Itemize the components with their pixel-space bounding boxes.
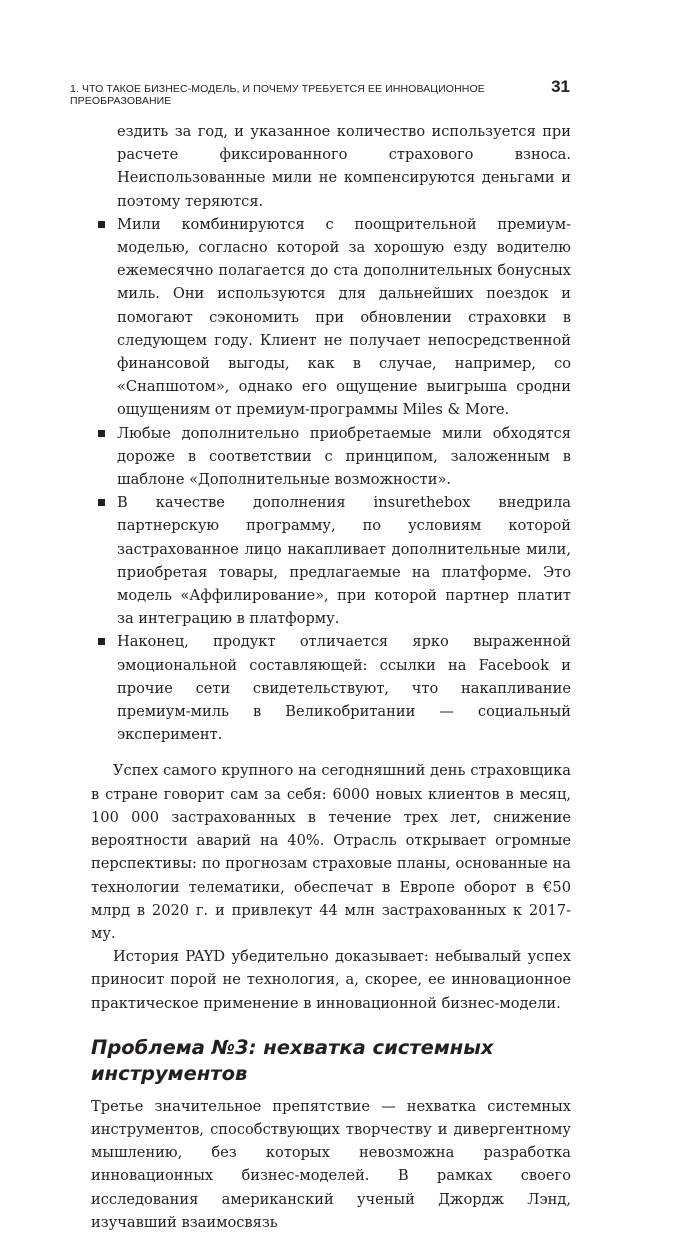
list-item [91,630,571,746]
paragraph: Успех самого крупного на сегодняшний день страховщика в стране говорит сам за себя: 6000 новых клиентов в месяц, 100 000 застрахованных в течение трех лет, снижение вероятности аварий на 40%. Отрасль открывает огромные перспективы: по прогнозам страховые планы, основанные на технологии телематики, обеспечат в Европе оборот в €50 млрд в 2020 г. и привлекут 44 млн застрахованных к 2017-му. [91,762,571,942]
square-bullet-icon [98,638,105,645]
list-item-text: Мили комбинируются с поощрительной премиум-моделью, согласно которой за хорошую езду водителю ежемесячно полагается до ста дополнительных бонусных миль. Они используются для дальнейших поездок и помогают сэкономить при обновлении страховки в следующем году. Клиент не получает непосредственной финансовой выгоды, как в случае, например, со «Снапшотом», однако его ощущение выигрыша сродни ощущениям от премиум-программы Miles & More. [117,215,571,419]
list-item-text: Любые дополнительно приобретаемые мили обходятся дороже в соответствии с принципом, заложенным в шаблоне «Дополнительные возможности». [117,424,571,489]
square-bullet-icon [98,499,105,506]
page-body [91,120,571,1234]
running-header [70,77,570,107]
section-heading: Проблема №3: нехватка системных инструментов [91,1035,494,1085]
list-item-text: В качестве дополнения insurethebox внедрила партнерскую программу, по условиям которой застрахованное лицо накапливает дополнительные мили, приобретая товары, предлагаемые на платформе. Это модель «Аффилирование», при которой партнер платит за интеграцию в платформу. [117,494,571,628]
list-item [91,213,571,422]
square-bullet-icon [98,430,105,437]
paragraph: Третье значительное препятствие — нехватка системных инструментов, способствующих творчеству и дивергентному мышлению, без которых невозможна разработка инновационных бизнес-моделей. В рамках своего исследования американский ученый Джордж Лэнд, изучавший взаимосвязь [91,1097,571,1231]
page-number: 31 [551,77,570,96]
running-title: 1. ЧТО ТАКОЕ БИЗНЕС-МОДЕЛЬ, И ПОЧЕМУ ТРЕБУЕТСЯ ЕЕ ИННОВАЦИОННОЕ ПРЕОБРАЗОВАНИЕ [70,83,485,107]
paragraph: История PAYD убедительно доказывает: небывалый успех приносит порой не технология, а, скорее, ее инновационное практическое применение в инновационной бизнес-модели. [91,948,571,1012]
square-bullet-icon [98,221,105,228]
list-item [91,491,571,630]
bullet-list [91,213,571,747]
continuation-text: ездить за год, и указанное количество используется при расчете фиксированного страхового взноса. Неиспользованные мили не компенсируются деньгами и поэтому теряются. [117,123,571,210]
list-item-text: Наконец, продукт отличается ярко выраженной эмоциональной составляющей: ссылки на Facebook и прочие сети свидетельствуют, что накапливание премиум-миль в Великобритании — социальный эксперимент. [117,633,571,744]
list-item [91,422,571,492]
